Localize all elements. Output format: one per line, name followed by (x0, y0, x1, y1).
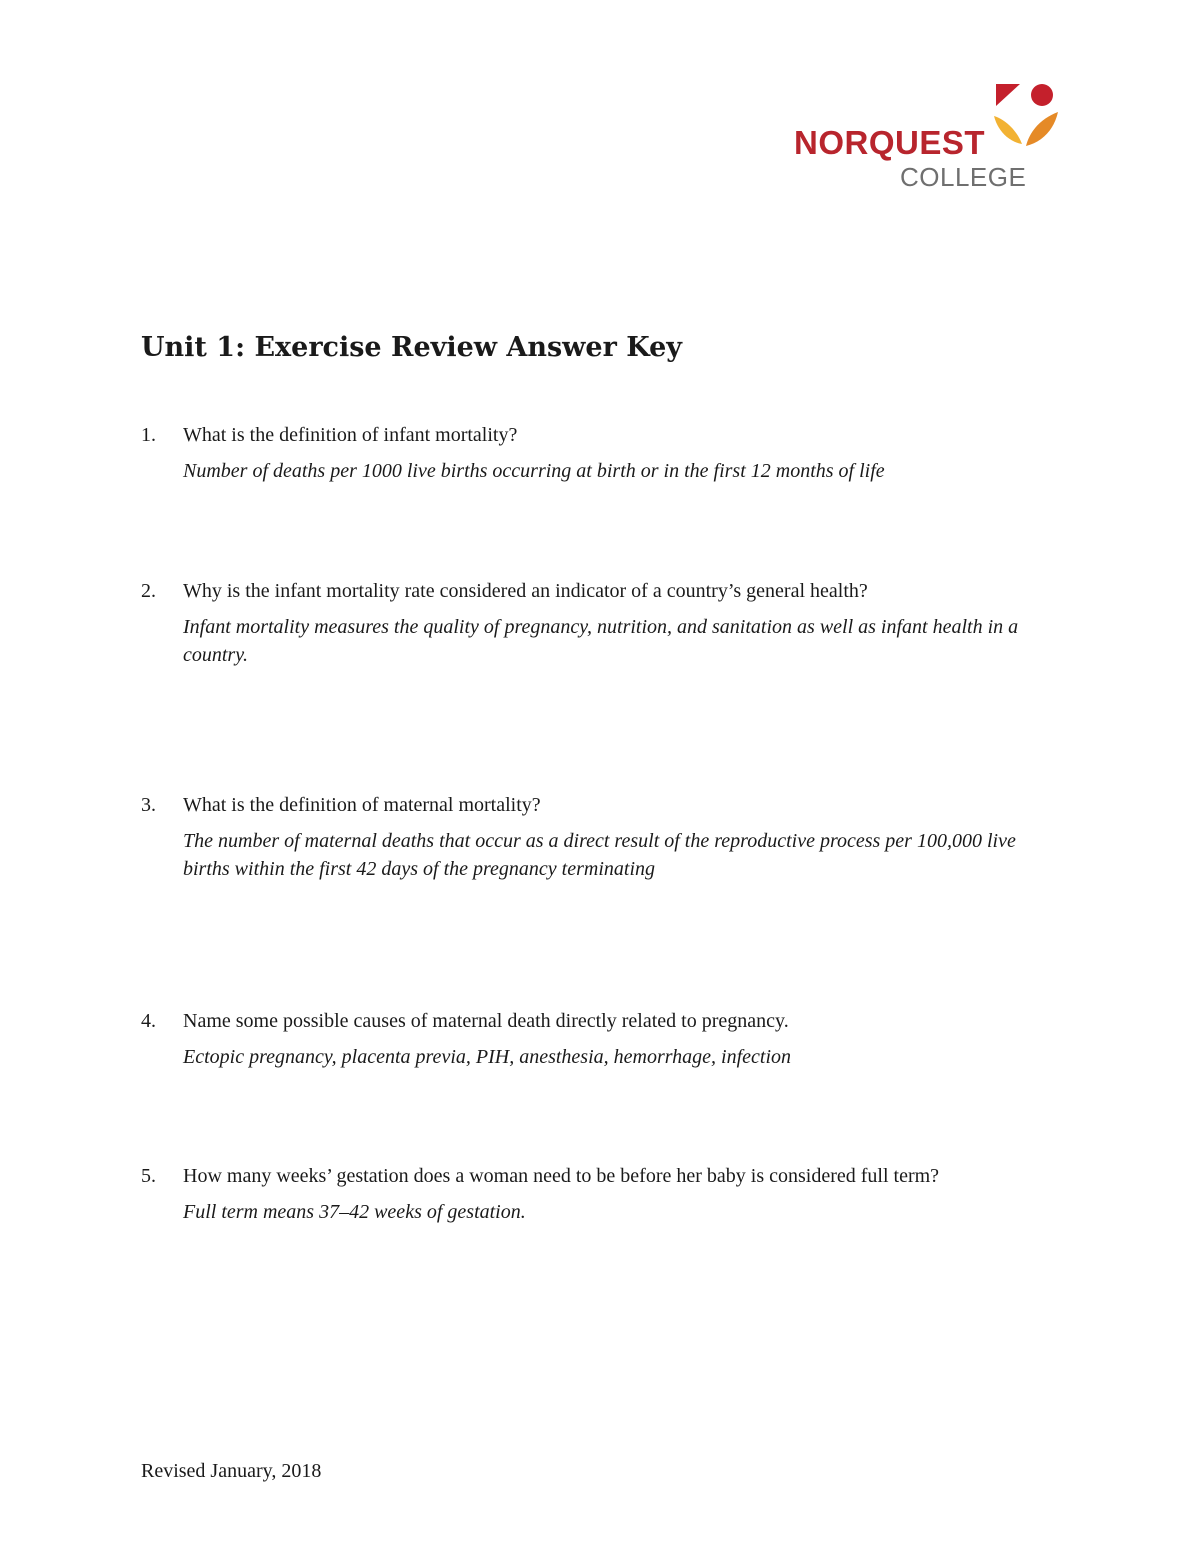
answer-text: Infant mortality measures the quality of pregnancy, nutrition, and sanitation as well as infant health in a country. (183, 616, 1019, 666)
question-item-2 (141, 577, 1061, 669)
question-text: What is the definition of maternal mortality? (183, 794, 541, 816)
logo-name-line2: COLLEGE (900, 162, 1027, 192)
question-text: Name some possible causes of maternal death directly related to pregnancy. (183, 1010, 789, 1032)
question-item-5 (141, 1162, 1061, 1226)
revision-date: Revised January, 2018 (141, 1460, 322, 1482)
question-text: What is the definition of infant mortality? (183, 424, 518, 446)
question-number: 2. (141, 580, 156, 602)
question-number: 5. (141, 1165, 156, 1187)
answer-text: Full term means 37–42 weeks of gestation. (183, 1201, 526, 1223)
logo-mark-icon (992, 80, 1062, 160)
question-number: 4. (141, 1010, 156, 1032)
answer-text: Number of deaths per 1000 live births occurring at birth or in the first 12 months of life (183, 460, 885, 482)
norquest-college-logo (794, 80, 1064, 195)
logo-name-line1: NORQUEST (794, 124, 986, 161)
question-text: How many weeks’ gestation does a woman need to be before her baby is considered full term? (183, 1165, 940, 1187)
question-number: 1. (141, 424, 156, 446)
question-text: Why is the infant mortality rate considered an indicator of a country’s general health? (183, 580, 868, 602)
question-number: 3. (141, 794, 156, 816)
page-title: Unit 1: Exercise Review Answer Key (141, 332, 682, 363)
question-item-1 (141, 421, 1061, 485)
question-item-4 (141, 1007, 1061, 1071)
question-item-3 (141, 791, 1061, 883)
answer-text: The number of maternal deaths that occur as a direct result of the reproductive process per 100,000 live births within the first 42 days of the pregnancy terminating (183, 830, 1016, 880)
answer-text: Ectopic pregnancy, placenta previa, PIH, anesthesia, hemorrhage, infection (183, 1046, 792, 1068)
